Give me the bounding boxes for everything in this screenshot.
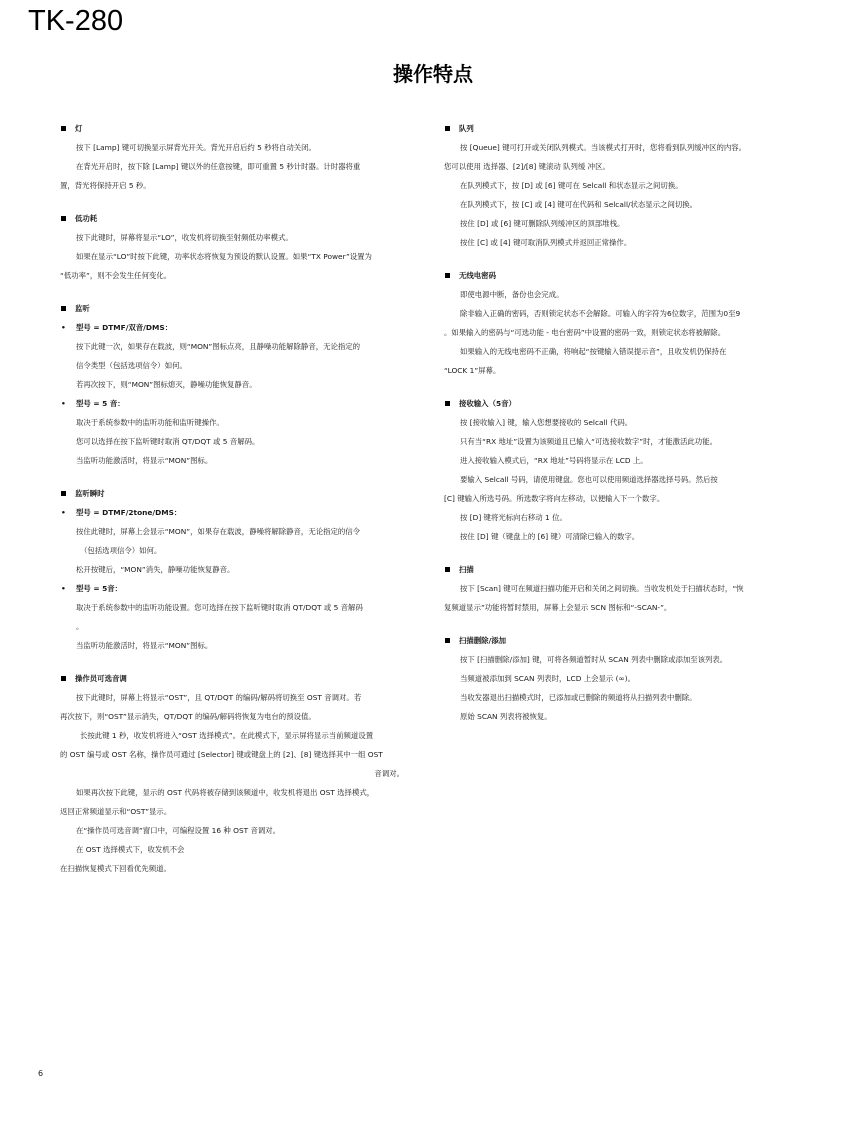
paragraph-line: 松开按键后，“MON”消失，静噪功能恢复静音。 [76, 565, 235, 574]
section-heading: 扫描删除/添加 [444, 631, 794, 650]
section-radio-password [444, 266, 794, 380]
model-subheading: • 型号 = DTMF/2tone/DMS： [60, 503, 408, 522]
section-monitor-momentary [60, 484, 408, 655]
paragraph-line: 当频道被添加到 SCAN 列表时，LCD 上会显示 (∞)。 [460, 674, 635, 683]
square-bullet-icon [445, 273, 450, 278]
paragraph-line: 您可以选择在按下监听键时取消 QT/DQT 或 5 音解码。 [76, 437, 260, 446]
paragraph-line: 按下此键时，屏幕将显示“LO”，收发机将切换至射频低功率模式。 [76, 233, 293, 242]
section-monitor [60, 299, 408, 470]
square-bullet-icon [445, 401, 450, 406]
paragraph-line: 在队列模式下，按 [D] 或 [6] 键可在 Selcall 和状态显示之间切换。 [460, 181, 683, 190]
square-bullet-icon [61, 216, 66, 221]
left-column [60, 119, 408, 878]
page-title: 操作特点 [393, 62, 473, 86]
paragraph-line: “低功率”，则不会发生任何变化。 [60, 271, 172, 280]
section-heading: 监听 [60, 299, 408, 318]
paragraph-line: 在背光开启时，按下除 [Lamp] 键以外的任意按键，即可重置 5 秒计时器。计时器将重 [76, 162, 361, 171]
paragraph-line: 按下此键一次，如果存在载波，则“MON”图标点亮，且静噪功能解除静音，无论指定的 [76, 342, 361, 351]
right-column [444, 119, 794, 726]
section-heading: 操作员可选音调 [60, 669, 408, 688]
paragraph-line: 按住 [D] 或 [6] 键可删除队列缓冲区的顶部堆栈。 [460, 219, 625, 228]
bullet-dot-icon: • [61, 399, 66, 408]
square-bullet-icon [61, 126, 66, 131]
section-operator-selectable-tone [60, 669, 408, 878]
section-heading: 灯 [60, 119, 408, 138]
paragraph-line: 即使电源中断，备份也会完成。 [460, 290, 564, 299]
square-bullet-icon [61, 306, 66, 311]
paragraph-line: 音调对。 [374, 769, 404, 778]
section-heading: 低功耗 [60, 209, 408, 228]
paragraph-line: （包括选项信令）如何。 [80, 546, 162, 555]
paragraph-line: 按下 [扫描删除/添加] 键，可将各频道暂时从 SCAN 列表中删除或添加至该列表。 [460, 655, 728, 664]
paragraph-line: 若再次按下，则“MON”图标熄灭，静噪功能恢复静音。 [76, 380, 257, 389]
section-heading: 队列 [444, 119, 794, 138]
model-subheading: • 型号 = 5 音： [60, 394, 408, 413]
square-bullet-icon [445, 126, 450, 131]
paragraph-line: 只有当“RX 地址”设置为该频道且已输入“可选接收数字”时，才能激活此功能。 [460, 437, 717, 446]
paragraph-line: “LOCK 1”屏幕。 [444, 366, 501, 375]
section-heading: 接收输入（5音） [444, 394, 794, 413]
section-scan [444, 560, 794, 617]
section-heading: 监听瞬时 [60, 484, 408, 503]
bullet-dot-icon: • [61, 323, 66, 332]
paragraph-line: 。如果输入的密码与“可选功能 - 电台密码”中设置的密码一致，则锁定状态将被解除。 [444, 328, 726, 337]
paragraph-line: 按 [接收输入] 键，输入您想要接收的 Selcall 代码。 [460, 418, 633, 427]
square-bullet-icon [61, 491, 66, 496]
paragraph-line: 返回正常频道显示和“OST”显示。 [60, 807, 172, 816]
paragraph-line: 按下 [Scan] 键可在频道扫描功能开启和关闭之间切换。当收发机处于扫描状态时，“恢 [460, 584, 744, 593]
section-lamp [60, 119, 408, 195]
section-low-power [60, 209, 408, 285]
paragraph-line: 在队列模式下，按 [C] 或 [4] 键可在代码和 Selcall/状态显示之间切换。 [460, 200, 698, 209]
paragraph-line: 如果再次按下此键，显示的 OST 代码将被存储到该频道中，收发机将退出 OST 选择模式， [76, 788, 375, 797]
model-name: TK-280 [28, 5, 124, 37]
paragraph-line: 按下 [Lamp] 键可切换显示屏背光开关。背光开启后约 5 秒将自动关闭。 [76, 143, 316, 152]
paragraph-line: 如果在显示“LO”时按下此键，功率状态将恢复为预设的默认设置。如果“TX Power”设置为 [76, 252, 372, 261]
paragraph-line: 取决于系统参数中的监听功能设置。您可选择在按下监听键时取消 QT/DQT 或 5 音解码 [76, 603, 363, 612]
paragraph-line: 按住 [D] 键（键盘上的 [6] 键）可清除已输入的数字。 [460, 532, 640, 541]
square-bullet-icon [445, 567, 450, 572]
paragraph-line: [C] 键输入所选号码。所选数字将向左移动，以便输入下一个数字。 [444, 494, 665, 503]
square-bullet-icon [61, 676, 66, 681]
section-queue [444, 119, 794, 252]
paragraph-line: 当监听功能激活时，将显示“MON”图标。 [76, 456, 213, 465]
paragraph-line: 除非输入正确的密码，否则锁定状态不会解除。可输入的字符为6位数字，范围为0至9 [460, 309, 741, 318]
paragraph-line: 置，背光将保持开启 5 秒。 [60, 181, 151, 190]
paragraph-line: 您可以使用 选择器、[2]/[8] 键滚动 队列缓 冲区。 [444, 162, 610, 171]
section-scan-delete-add [444, 631, 794, 726]
paragraph-line: 在“操作员可选音调”窗口中，可编程设置 16 种 OST 音调对。 [76, 826, 281, 835]
paragraph-line: 长按此键 1 秒，收发机将进入“OST 选择模式”。在此模式下，显示屏将显示当前频道设置 [80, 731, 374, 740]
bullet-dot-icon: • [61, 508, 66, 517]
bullet-dot-icon: • [61, 584, 66, 593]
paragraph-line: 进入接收输入模式后，“RX 地址”号码将显示在 LCD 上。 [460, 456, 648, 465]
paragraph-line: 的 OST 编号或 OST 名称，操作员可通过 [Selector] 键或键盘上的 [2]、[8] 键选择其中一组 OST [60, 750, 383, 759]
paragraph-line: 当监听功能激活时，将显示“MON”图标。 [76, 641, 213, 650]
paragraph-line: 复频道显示”功能将暂时禁用，屏幕上会显示 SCN 图标和“-SCAN-”。 [444, 603, 672, 612]
paragraph-line: 取决于系统参数中的监听功能和监听键操作。 [76, 418, 224, 427]
paragraph-line: 在扫描恢复模式下回看优先频道。 [60, 864, 171, 873]
paragraph-line: 如果输入的无线电密码不正确，将响起“按键输入错误提示音”，且收发机仍保持在 [460, 347, 727, 356]
section-heading: 无线电密码 [444, 266, 794, 285]
paragraph-line: 在 OST 选择模式下，收发机不会 [76, 845, 185, 854]
paragraph-line: 要输入 Selcall 号码，请使用键盘。您也可以使用频道选择器选择号码。然后按 [460, 475, 718, 484]
paragraph-line: 原始 SCAN 列表将被恢复。 [460, 712, 552, 721]
paragraph-line: 按住此键时，屏幕上会显示“MON”，如果存在载波，静噪将解除静音，无论指定的信令 [76, 527, 361, 536]
paragraph-line: 。 [76, 622, 84, 631]
paragraph-line: 按住 [C] 或 [4] 键可取消队列模式并返回正常操作。 [460, 238, 632, 247]
section-heading: 扫描 [444, 560, 794, 579]
paragraph-line: 按 [Queue] 键可打开或关闭队列模式。当该模式打开时，您将看到队列缓冲区的内容。 [460, 143, 747, 152]
paragraph-line: 按下此键时，屏幕上将显示“OST”，且 QT/DQT 的编码/解码将切换至 OST 音调对。若 [76, 693, 362, 702]
paragraph-line: 再次按下，则“OST”显示消失，QT/DQT 的编码/解码将恢复为电台的预设值。 [60, 712, 316, 721]
page-number: 6 [38, 1069, 44, 1078]
paragraph-line: 当收发器退出扫描模式时，已添加或已删除的频道将从扫描列表中删除。 [460, 693, 697, 702]
paragraph-line: 信令类型（包括选项信令）如何。 [76, 361, 187, 370]
square-bullet-icon [445, 638, 450, 643]
model-subheading: • 型号 = 5音： [60, 579, 408, 598]
model-subheading: • 型号 = DTMF/双音/DMS： [60, 318, 408, 337]
section-receive-input [444, 394, 794, 546]
paragraph-line: 按 [D] 键将光标向右移动 1 位。 [460, 513, 567, 522]
